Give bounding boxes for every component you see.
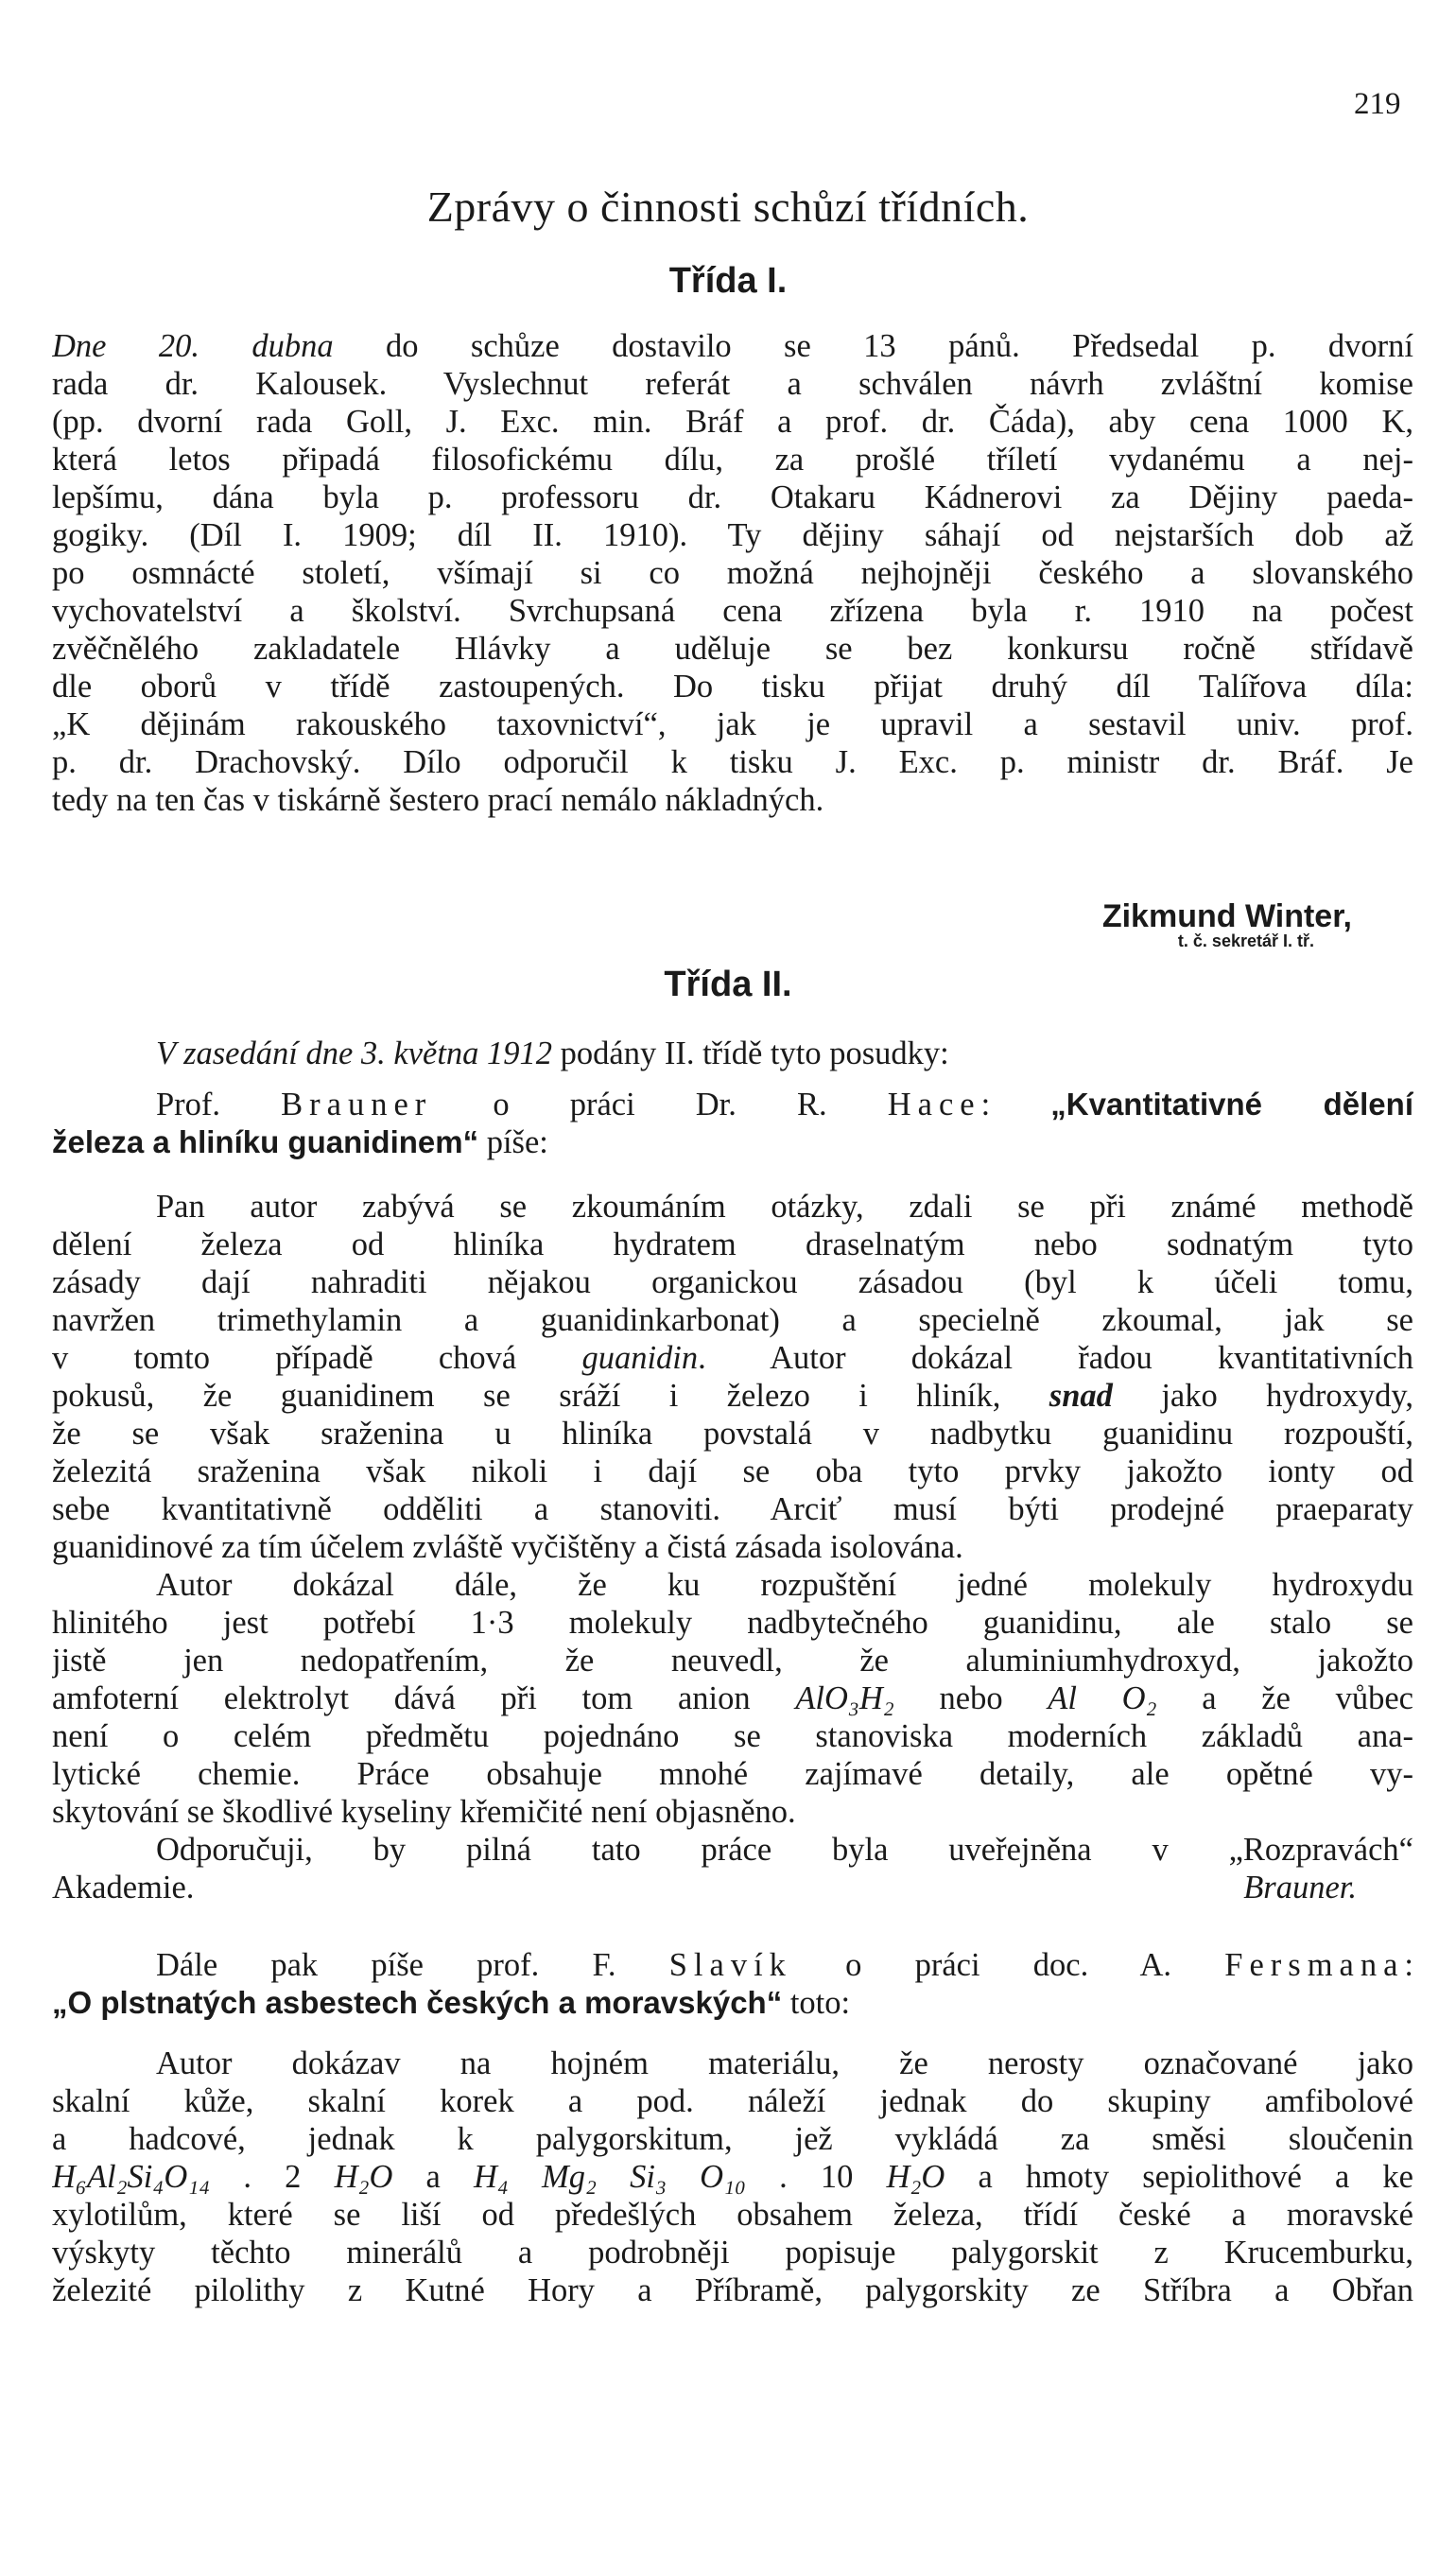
session-intro: V zasedání dne 3. května 1912 podány II. třídě tyto posudky:	[156, 1035, 949, 1071]
text-line: která letos připadá filosofickému dílu, za prošlé tříletí vydanému a nej-	[52, 442, 1413, 478]
text-line: p. dr. Drachovský. Dílo odporučil k tisku J. Exc. p. ministr dr. Bráf. Je	[52, 744, 1413, 780]
text-line: zásady dají nahraditi nějakou organickou zásadou (byl k účeli tomu,	[52, 1264, 1413, 1300]
text-line: lepšímu, dána byla p. professoru dr. Otakaru Kádnerovi za Dějiny paeda-	[52, 479, 1413, 515]
work-title: „Kvantitativné dělení	[1050, 1087, 1413, 1122]
text-line: že se však sraženina u hliníka povstalá v nadbytku guanidinu rozpouští,	[52, 1416, 1413, 1452]
text-line: dle oborů v třídě zastoupených. Do tisku přijat druhý díl Talířova díla:	[52, 669, 1413, 705]
text-line: železité pilolithy z Kutné Hory a Příbramě, palygorskity ze Stříbra a Obřan	[52, 2272, 1413, 2308]
class-2-heading: Třída II.	[664, 965, 792, 1004]
class-1-heading: Třída I.	[668, 261, 788, 301]
class-1-report	[52, 327, 1413, 819]
text-line: po osmnácté století, všímají si co možná nejhojněji českého a slovanského	[52, 555, 1413, 591]
text-line: „K dějinám rakouského taxovnictví“, jak je upravil a sestavil univ. prof.	[52, 706, 1413, 742]
text-line: Autor dokázav na hojném materiálu, že nerosty označované jako	[156, 2045, 1413, 2081]
text-line: rada dr. Kalousek. Vyslechnut referát a schválen návrh zvláštní komise	[52, 366, 1413, 402]
text-line: Autor dokázal dále, že ku rozpuštění jedné molekuly hydroxydu	[156, 1567, 1413, 1603]
text-line: hlinitého jest potřebí 1·3 molekuly nadbytečného guanidinu, ale stalo se	[52, 1605, 1413, 1641]
page-title: Zprávy o činnosti schůzí třídních.	[426, 183, 1030, 231]
text-line: navržen trimethylamin a guanidinkarbonat) a specielně zkoumal, jak se	[52, 1302, 1413, 1338]
text-line: gogiky. (Díl I. 1909; díl II. 1910). Ty dějiny sáhají od nejstarších dob až	[52, 517, 1413, 553]
text-line: dělení železa od hliníka hydratem draselnatým nebo sodnatým tyto	[52, 1227, 1413, 1262]
author-name: Hace	[887, 1087, 981, 1122]
author-name: Fersmana	[1224, 1947, 1405, 1983]
signature-title: t. č. sekretář I. tř.	[1177, 931, 1314, 950]
text-line: skytování se škodlivé kyseliny křemičité není objasněno.	[52, 1794, 796, 1830]
text-line: skalní kůže, skalní korek a pod. náleží jednak do skupiny amfibolové	[52, 2083, 1413, 2119]
text-line: Odporučuji, by pilná tato práce byla uveřejněna v „Rozpravách“	[156, 1832, 1413, 1868]
work-title: „O plstnatých asbestech českých a moravských“	[52, 1985, 783, 2020]
text-line: zvěčnělého zakladatele Hlávky a uděluje se bez konkursu ročně střídavě	[52, 631, 1413, 667]
signature-name: Zikmund Winter,	[1101, 898, 1352, 934]
text-line: guanidinové za tím účelem zvláště vyčištěny a čistá zásada isolována.	[52, 1529, 963, 1565]
text-line: Pan autor zabývá se zkoumáním otázky, zdali se při známé methodě	[156, 1189, 1413, 1225]
text-line: xylotilům, které se liší od předešlých obsahem železa, třídí české a moravské	[52, 2197, 1413, 2233]
text-line: pokusů, že guanidinem se sráží i železo i hliník, snad jako hydroxydy,	[52, 1378, 1413, 1414]
text-line: není o celém předmětu pojednáno se stanoviska moderních základů ana-	[52, 1718, 1413, 1754]
text-line: tedy na ten čas v tiskárně šestero prací nemálo nákladných.	[52, 782, 824, 818]
signature-class-1	[1102, 898, 1352, 951]
text-line: amfoterní elektrolyt dává při tom anion AlO₃H₂ nebo Al O₂ a že vůbec	[52, 1680, 1413, 1716]
text-line: a hadcové, jednak k palygorskitum, jež vykládá za směsi sloučenin	[52, 2121, 1413, 2157]
text-line: sebe kvantitativně odděliti a stanoviti. Arciť musí býti prodejné praeparaty	[52, 1491, 1413, 1527]
text-line: jistě jen nedopatřením, že neuvedl, že aluminiumhydroxyd, jakožto	[52, 1643, 1413, 1679]
class-2-report	[52, 1035, 1413, 2309]
text-line: výskyty těchto minerálů a podrobněji popisuje palygorskit z Krucemburku,	[52, 2235, 1413, 2271]
text-line: Dne 20. dubna do schůze dostavilo se 13 pánů. Předsedal p. dvorní	[52, 328, 1413, 364]
text-line: (pp. dvorní rada Goll, J. Exc. min. Bráf a prof. dr. Čáda), aby cena 1000 K,	[52, 404, 1413, 440]
reviewer-name: Slavík	[668, 1947, 792, 1983]
review-1-header-cont: železa a hliníku guanidinem“ píše:	[52, 1124, 548, 1160]
review-1-header: Prof. Brauner o práci Dr. R. Hace: „Kvantitativné dělení	[156, 1087, 1413, 1122]
review-2-header-cont: „O plstnatých asbestech českých a moravských“ toto:	[52, 1985, 851, 2021]
text-line: lytické chemie. Práce obsahuje mnohé zajímavé detaily, ale opětné vy-	[52, 1756, 1413, 1792]
review-1-closing	[52, 1869, 1413, 1906]
text-line: železitá sraženina však nikoli i dají se oba tyto prvky jakožto ionty od	[52, 1453, 1413, 1489]
text-line: v tomto případě chová guanidin. Autor dokázal řadou kvantitativních	[52, 1340, 1413, 1376]
review-2-header: Dále pak píše prof. F. Slavík o práci doc. A. Fersmana:	[156, 1947, 1413, 1983]
page-number: 219	[1354, 87, 1401, 121]
reviewer-name: Brauner	[281, 1087, 433, 1122]
text-line: H₆Al₂Si₄O₁₄ . 2 H₂O a H₄ Mg₂ Si₃ O₁₀ . 10 H₂O a hmoty sepiolithové a ke	[52, 2159, 1413, 2195]
reviewer-signature: Brauner.	[1243, 1870, 1357, 1905]
closing-text: Akademie.	[52, 1870, 195, 1905]
text-line: vychovatelství a školství. Svrchupsaná cena zřízena byla r. 1910 na počest	[52, 593, 1413, 629]
